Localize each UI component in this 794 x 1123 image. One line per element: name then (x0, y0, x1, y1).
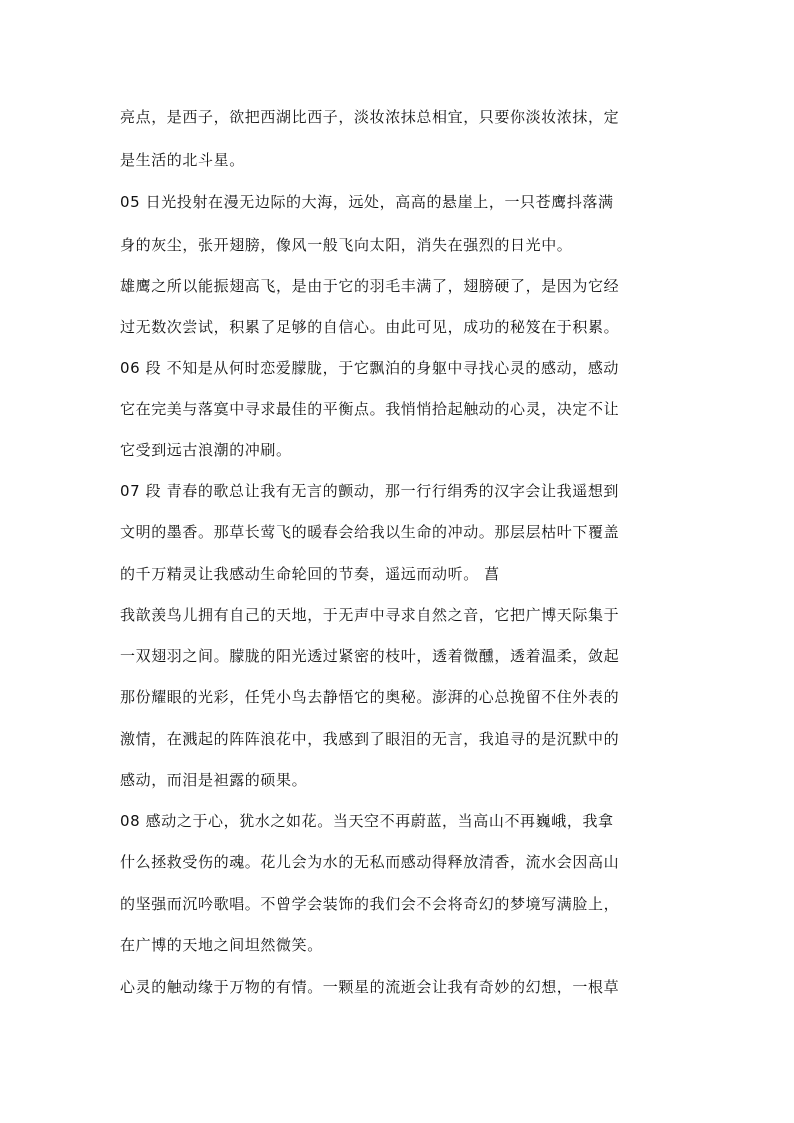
text-line-17: 感动，而泪是袒露的硕果。 (120, 771, 308, 789)
text-line-2: 是生活的北斗星。 (120, 151, 245, 169)
text-line-16: 激情，在溅起的阵阵浪花中，我感到了眼泪的无言，我追寻的是沉默中的 (120, 730, 620, 748)
text-line-7: 06 段 不知是从何时恋爱朦胧，于它飘泊的身躯中寻找心灵的感动，感动 (120, 359, 620, 377)
text-line-18: 08 感动之于心，犹水之如花。当天空不再蔚蓝，当高山不再巍峨，我拿 (120, 812, 614, 830)
text-line-15: 那份耀眼的光彩，任凭小鸟去静悟它的奥秘。澎湃的心总挽留不住外表的 (120, 688, 620, 706)
text-line-3: 05 日光投射在漫无边际的大海，远处，高高的悬崖上，一只苍鹰抖落满 (120, 193, 614, 211)
text-line-5: 雄鹰之所以能振翅高飞，是由于它的羽毛丰满了，翅膀硬了，是因为它经 (120, 277, 620, 295)
text-line-8: 它在完美与落寞中寻求最佳的平衡点。我悄悄拾起触动的心灵，决定不让 (120, 400, 620, 418)
text-line-21: 在广博的天地之间坦然微笑。 (120, 936, 323, 954)
text-line-4: 身的灰尘，张开翅膀，像风一般飞向太阳，消失在强烈的日光中。 (120, 236, 573, 254)
text-line-22: 心灵的触动缘于万物的有情。一颗星的流逝会让我有奇妙的幻想，一根草 (120, 978, 620, 996)
text-line-20: 的坚强而沉吟歌唱。不曾学会装饰的我们会不会将奇幻的梦境写满脸上， (120, 895, 620, 913)
text-line-13: 我歆羡鸟儿拥有自己的天地，于无声中寻求自然之音，它把广博天际集于 (120, 606, 620, 624)
text-line-11: 文明的墨香。那草长莺飞的暖春会给我以生命的冲动。那层层枯叶下覆盖 (120, 523, 620, 541)
text-line-6: 过无数次尝试，积累了足够的自信心。由此可见，成功的秘笈在于积累。 (120, 318, 620, 336)
text-line-10: 07 段 青春的歌总让我有无言的颤动，那一行行绢秀的汉字会让我遥想到 (120, 482, 620, 500)
text-line-19: 什么拯救受伤的魂。花儿会为水的无私而感动得释放清香，流水会因高山 (120, 853, 620, 871)
text-line-9: 它受到远古浪潮的冲刷。 (120, 441, 292, 459)
text-line-12: 的千万精灵让我感动生命轮回的节奏，遥远而动听。 菖 (120, 565, 500, 583)
text-line-1: 亮点，是西子，欲把西湖比西子，淡妆浓抹总相宜，只要你淡妆浓抹，定 (120, 108, 620, 126)
text-line-14: 一双翅羽之间。朦胧的阳光透过紧密的枝叶，透着微醺，透着温柔，敛起 (120, 647, 620, 665)
